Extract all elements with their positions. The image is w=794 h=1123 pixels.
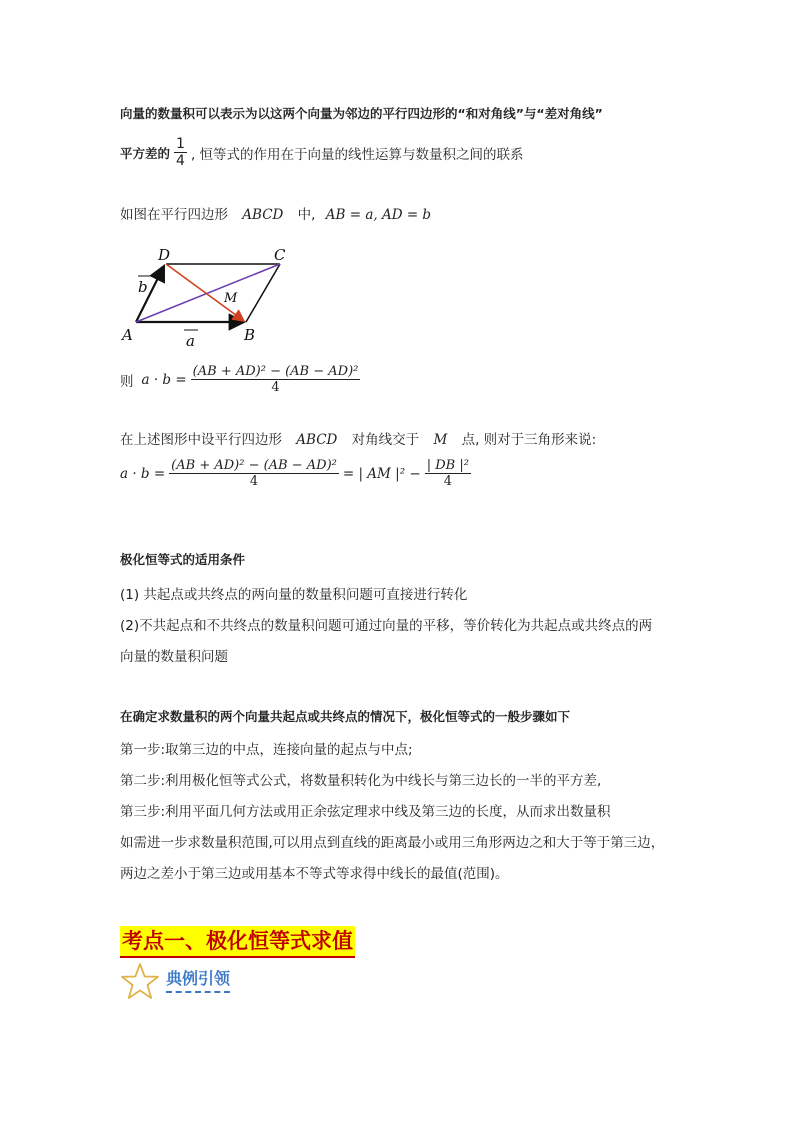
formula1-numerator: (AB + AD)² − (AB − AD)² [192, 364, 359, 379]
label-b: B [244, 326, 256, 344]
example-line [120, 203, 431, 223]
example-formula: AB = a, AD = b [325, 207, 432, 223]
conditions-title: 极化恒等式的适用条件 [120, 552, 246, 567]
label-m: M [224, 291, 238, 306]
para1-line1: 向量的数量积可以表示为以这两个向量为邻边的平行四边形的“和对角线”与“差对角线” [120, 106, 603, 121]
formula1-denominator: 4 [271, 380, 280, 395]
edge-cb [246, 264, 280, 322]
example-prefix: 如图在平行四边形 [120, 207, 228, 223]
formula1-prefix: 则 [120, 373, 134, 390]
example-mid: 中, [297, 207, 316, 223]
parallelogram-figure [118, 244, 298, 352]
para1-line2 [120, 136, 524, 169]
formula2-numerator: (AB + AD)² − (AB − AD)² [171, 458, 337, 473]
para1-line2-suffix: , 恒等式的作用在于向量的线性运算与数量积之间的联系 [190, 146, 524, 163]
formula2-numerator2: | DB |² [426, 458, 469, 473]
note-line2: 两边之差小于第三边或用基本不等式等求得中线长的最值(范围)。 [120, 866, 509, 882]
para1-line2-prefix: 平方差的 [120, 145, 171, 161]
formula2-denominator2: 4 [443, 474, 452, 489]
steps-title: 在确定求数量积的两个向量共起点或共终点的情况下，极化恒等式的一般步骤如下 [120, 709, 571, 724]
para2-prefix: 在上述图形中设平行四边形 [120, 432, 282, 448]
formula2 [120, 458, 471, 489]
label-vec-a: a [186, 332, 195, 350]
fraction-denominator: 4 [176, 153, 185, 169]
formula1 [120, 364, 360, 395]
example-abcd: ABCD [242, 207, 284, 223]
para2-line [120, 428, 596, 448]
fraction-one-quarter [174, 136, 187, 169]
step1: 第一步:取第三边的中点，连接向量的起点与中点; [120, 742, 413, 758]
subsection-heading: 典例引领 [166, 966, 230, 993]
para2-abcd: ABCD [296, 432, 338, 448]
para2-suffix: 点, 则对于三角形来说: [461, 432, 597, 448]
label-c: C [274, 246, 286, 264]
para2-mid: 对角线交于 [351, 432, 420, 448]
formula2-eq: = | AM |² − [342, 465, 421, 482]
conditions-item2-line2: 向量的数量积问题 [120, 649, 228, 665]
diagonal-ac [136, 264, 280, 322]
formula1-fraction [191, 364, 361, 395]
star-icon [120, 962, 160, 1000]
fraction-numerator: 1 [176, 136, 185, 152]
para2-m: M [433, 432, 448, 448]
conditions-item1: (1) 共起点或共终点的两向量的数量积问题可直接进行转化 [120, 587, 468, 603]
formula2-fraction2 [425, 458, 471, 489]
note-line1: 如需进一步求数量积范围,可以用点到直线的距离最小或用三角形两边之和大于等于第三边， [120, 835, 665, 851]
formula2-lhs: a · b = [120, 465, 166, 482]
label-vec-b: b [138, 278, 148, 296]
step3: 第三步:利用平面几何方法或用正余弦定理求中线及第三边的长度，从而求出数量积 [120, 804, 611, 820]
step2: 第二步:利用极化恒等式公式，将数量积转化为中线长与第三边长的一半的平方差, [120, 773, 602, 789]
formula2-denominator: 4 [249, 474, 259, 489]
section-heading: 考点一、极化恒等式求值 [120, 926, 355, 958]
label-d: D [158, 246, 171, 264]
label-a: A [122, 326, 133, 344]
formula1-lhs: a · b = [141, 371, 187, 388]
formula2-fraction [169, 458, 339, 489]
conditions-item2-line1: (2)不共起点和不共终点的数量积问题可通过向量的平移，等价转化为共起点或共终点的两 [120, 618, 653, 634]
